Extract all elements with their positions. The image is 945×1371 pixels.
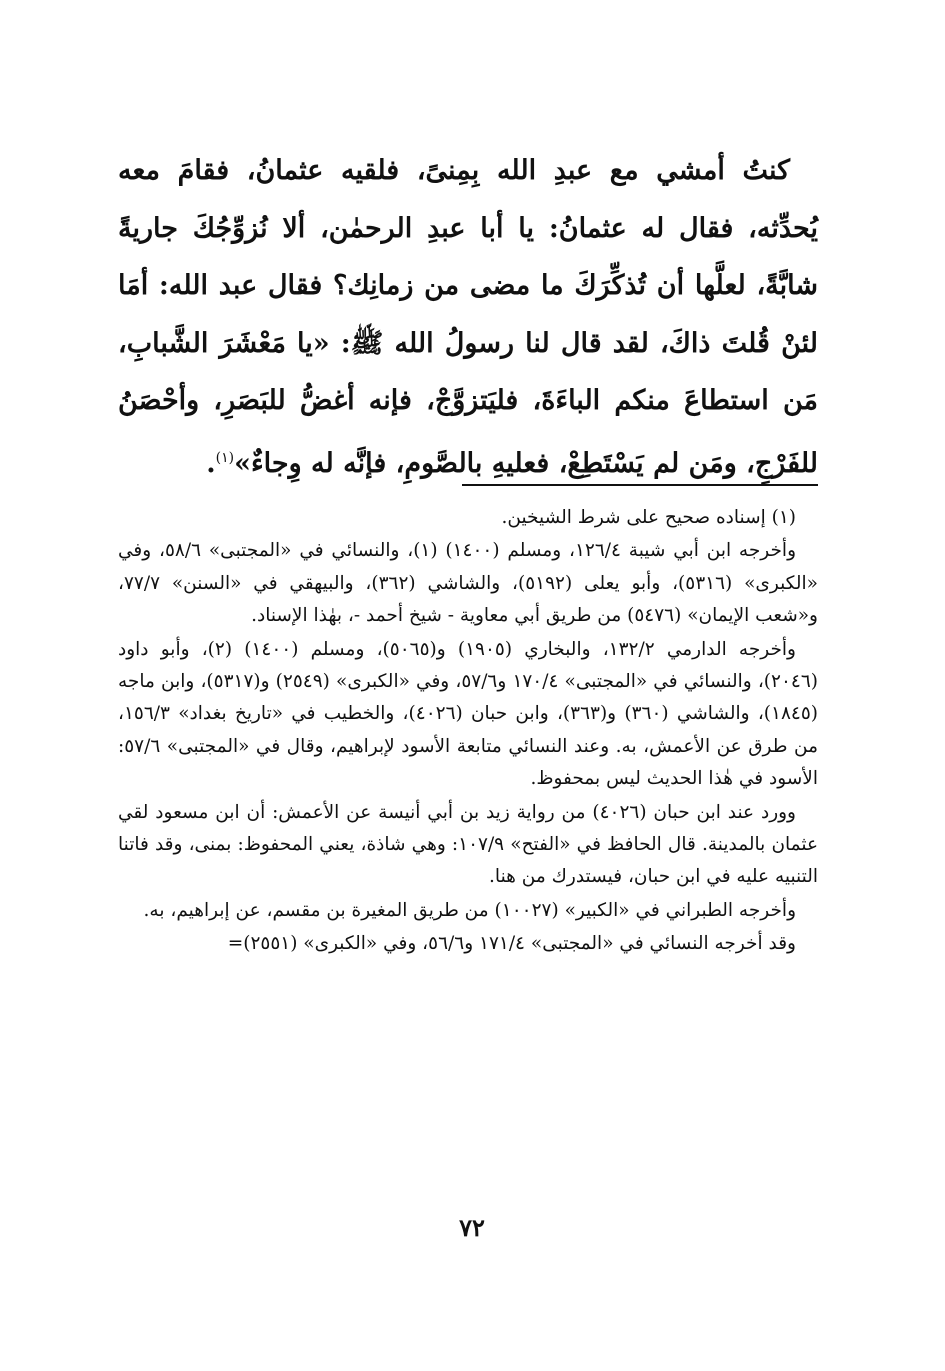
footnote-paragraph: وأخرجه الدارمي ١٣٢/٢، والبخاري (١٩٠٥) و(٥٠٦٥)، ومسلم (١٤٠٠) (٢)، وأبو داود (٢٠٤٦)، والنسائي في «المجتبى» ١٧٠/٤ و٥٧/٦، وفي «الكبرى» (٢٥٤٩) و(٥٣١٧)، وابن ماجه (١٨٤٥)، والشاشي (٣٦٠) و(٣٦٣)، وابن حبان (٤٠٢٦)، والخطيب في «تاريخ بغداد» ١٥٦/٣، من طرق عن الأعمش، به. وعند النسائي متابعة الأسود لإبراهيم، وقال في «المجتبى» ٥٧/٦: الأسود في هٰذا الحديث ليس بمحفوظ. [118, 638, 818, 790]
main-paragraph: كنتُ أمشي مع عبدِ الله بِمِنىً، فلقيه عثمانُ، فقامَ معه يُحدِّثه، فقال له عثمانُ: يا أبا عبدِ الرحمٰن، ألا نُزوِّجُكَ جاريةً شابَّةً، لعلَّها أن تُذكِّرَكَ ما مضى من زمانِك؟ فقال عبد الله: أمَا لئنْ قُلتَ ذاكَ، لقد قال لنا رسولُ الله ﷺ: «يا مَعْشَرَ الشَّبابِ، مَن استطاعَ منكم الباءَةَ، فليَتزوَّجْ، فإنه أغضُّ للبَصَرِ، وأحْصَنُ للفَرْجِ، ومَن لم يَسْتَطِعْ، فعليهِ بالصَّومِ، فإنَّه له وِجاءٌ»$^{(١)}$. [118, 155, 818, 479]
footnote-paragraph: وورد عند ابن حبان (٤٠٢٦) من رواية زيد بن أبي أنيسة عن الأعمش: أن ابن مسعود لقي عثمان بالمدينة. قال الحافظ في «الفتح» ١٠٧/٩: وهي شاذة، يعني المحفوظ: بمنى، وقد فاتنا التنبيه عليه في ابن حبان، فيستدرك من هنا. [118, 801, 818, 888]
footnote-separator [462, 484, 818, 486]
footnote-paragraph: وقد أخرجه النسائي في «المجتبى» ١٧١/٤ و٥٦/٦، وفي «الكبرى» (٢٥٥١)= [227, 933, 796, 955]
page-number: ٧٢ [459, 1213, 485, 1242]
footnote-paragraph: وأخرجه ابن أبي شيبة ١٢٦/٤، ومسلم (١٤٠٠) (١)، والنسائي في «المجتبى» ٥٨/٦، وفي «الكبرى» (٥٣١٦)، وأبو يعلى (٥١٩٢)، والشاشي (٣٦٢)، والبيهقي في «السنن» ٧٧/٧، و«شعب الإيمان» (٥٤٧٦) من طريق أبي معاوية - شيخ أحمد -، بهٰذا الإسناد. [118, 540, 818, 627]
main-text-block [118, 142, 818, 492]
footnotes-block [118, 502, 818, 962]
main-paragraph-text: كنتُ أمشي مع عبدِ الله بِمِنىً، فلقيه عثمانُ، فقامَ معه يُحدِّثه، فقال له عثمانُ: يا أبا عبدِ الرحمٰن، ألا نُزوِّجُكَ جاريةً شابَّةً، لعلَّها أن تُذكِّرَكَ ما مضى من زمانِك؟ فقال عبد الله: أمَا لئنْ قُلتَ ذاكَ، لقد قال لنا رسولُ الله ﷺ: «يا مَعْشَرَ الشَّبابِ، مَن استطاعَ منكم الباءَةَ، فليَتزوَّجْ، فإنه أغضُّ للبَصَرِ، وأحْصَنُ للفَرْجِ، ومَن لم يَسْتَطِعْ، فعليهِ بالصَّومِ، فإنَّه له وِجاءٌ» [118, 155, 818, 479]
footnote-marker: (١) [215, 449, 235, 466]
footnote-paragraph: وأخرجه الطبراني في «الكبير» (١٠٠٢٧) من طريق المغيرة بن مقسم، عن إبراهيم، به. [143, 899, 796, 921]
footnote-paragraph: (١) إسناده صحيح على شرط الشيخين. [501, 507, 796, 528]
